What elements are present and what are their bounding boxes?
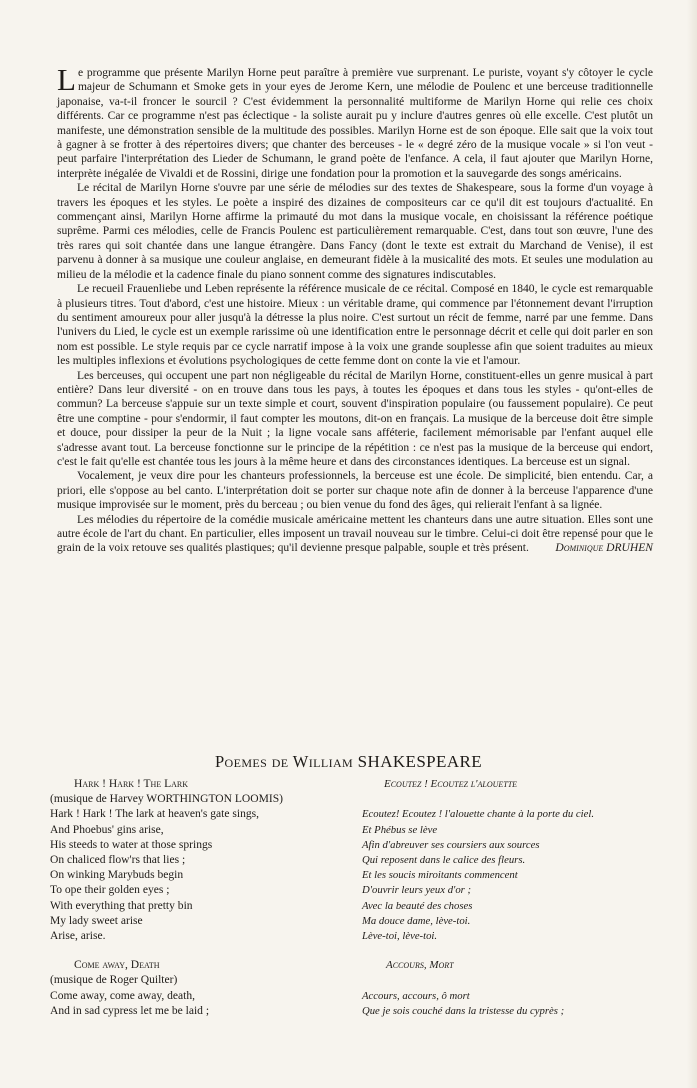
poem-title: Come away, Death (74, 959, 160, 972)
translation-gap (362, 792, 662, 807)
translation-line: Et Phébus se lève (362, 823, 438, 836)
essay-text (57, 62, 653, 556)
poem-line: And Phoebus' gins arise, (50, 823, 164, 836)
translation-line: Ma douce dame, lève-toi. (362, 914, 471, 927)
essay-paragraph: Le recueil Frauenliebe und Leben représente la référence musicale de ce récital. Composé en 1840, le cycle est remarquable à plusieurs titres. Tout d'abord, c'est une histoire. Mieux : un véritable drame, qui commence par l'étonnement devant l'irruption du sentiment amoureux pour aller jusqu'à la détresse la plus noire. C'est surtout un récit de femme, narré par une femme. Dans l'univers du Lied, le cycle est un exemple rarissime où une identification entre le personnage décrit et celle qui doit parler en son nom est possible. Le style requis par ce cycle narratif impose à la voix une grande souplesse afin que soient traduites au mieux les multiples inflexions et évolutions psychologiques de cette femme dont on conte la vie et l'amour. (57, 283, 653, 368)
translation-title: Accours, Mort (386, 959, 454, 972)
section-title-big: SHAKESPEARE (357, 752, 483, 771)
poem-line: To ope their golden eyes ; (50, 884, 170, 897)
translation-line: Accours, accours, ô mort (362, 989, 470, 1002)
essay-paragraph: Les berceuses, qui occupent une part non négligeable du récital de Marilyn Horne, constituent-elles un genre musical à part entière? Dans leur diversité - on en trouve dans tous les pays, à toutes les époques et dans tous les styles - qu'ont-elles de commun? La berceuse s'appuie sur un texte simple et court, souvent d'inspiration populaire (ou faussement populaire). Ce peut être une comptine - pour s'endormir, il faut compter les moutons, dit-on en français. La musique de la berceuse doit être simple et douce, pour dissiper la peur de la Nuit ; la ligne vocale sans afféterie, facilement mémorisable par l'enfant auquel elle s'adresse avant tout. La berceuse fonctionne sur le principe de la répétition : ce n'est pas la musique de la berceuse qui endort, c'est le fait qu'elle est chantée tous les jours à la même heure et dans des circonstances identiques. La berceuse est un signal. (57, 369, 653, 468)
essay-paragraph: Le programme que présente Marilyn Horne peut paraître à première vue surprenant. Le puriste, voyant s'y côtoyer le cycle majeur de Schumann et Smoke gets in your eyes de Jerome Kern, une mélodie de Poulenc et une berceuse traditionnelle japonaise, va-t-il froncer le sourcil ? C'est évidemment la personnalité multiforme de Marilyn Horne qui relie ces choix différents. Car ce programme n'est pas éclectique - la soliste aurait pu y inclure d'autres genres où elle excelle. C'est plutôt un manifeste, une démonstration sensible de la multitude des possibles. Marilyn Horne est de son époque. Elle sait que la voix tout à gagner à se frotter à des répertoires divers; que chanter des berceuses - le « degré zéro de la musique vocale » si l'on veut - peut parfaire l'interprétation des Lieder de Schumann, le grand poète de l'enfance. A cela, il faut ajouter que Marilyn Horne, interprète inégalée de Vivaldi et de Rossini, dirige une fondation pour la promotion et la sauvegarde des songs américains. (57, 62, 653, 180)
translation-line: Avec la beauté des choses (362, 899, 473, 912)
section-title-small: Poemes de William (214, 752, 354, 771)
translation-gap (362, 973, 662, 988)
poem-title: Hark ! Hark ! The Lark (74, 778, 189, 790)
poem-line: Arise, arise. (50, 930, 106, 943)
poem-composer: (musique de Roger Quilter) (50, 974, 178, 987)
translation-line: Que je sois couché dans la tristesse du cyprès ; (362, 1004, 565, 1017)
translation-line: Ecoutez! Ecoutez ! l'alouette chante à la porte du ciel. (362, 808, 594, 821)
essay-paragraph: Le récital de Marilyn Horne s'ouvre par une série de mélodies sur des textes de Shakespeare, sous la forme d'un voyage à travers les époques et les styles. Le poète a inspiré des dizaines de compositeurs car ce qu'il dit est toujours d'actualité. En commençant ainsi, Marilyn Horne affirme la primauté du mot dans la musique vocale, en choisissant la référence poétique suprême. Parmi ces mélodies, celle de Francis Poulenc est particulièrement remarquable. C'est, dans tout son œuvre, l'une des très rares qui soit chantée dans une langue étrangère. Dans Fancy (dont le texte est extrait du Marchand de Venise), il est parvenu à donner à sa musique une couleur anglaise, en demeurant fidèle à la musicalité des mots. Et seules une modulation au milieu de la mélodie et la cadence finale du piano sonnent comme des signatures indiscutables. (57, 182, 653, 281)
essay-paragraph: Les mélodies du répertoire de la comédie musicale américaine mettent les chanteurs dans une autre situation. Elles sont une autre école de l'art du chant. En particulier, elles imposent un travail nouveau sur le timbre. Celui-ci doit être repensé pour que le grain de la voix retouve ses qualités plastiques; qu'il devienne presque palpable, souple et très présent. (57, 513, 653, 555)
poem-line: His steeds to water at those springs (50, 838, 213, 851)
poem-line: My lady sweet arise (50, 914, 143, 927)
translation-title: Ecoutez ! Ecoutez l'alouette (384, 778, 518, 790)
poem-line: Come away, come away, death, (50, 989, 196, 1002)
poem-line: Hark ! Hark ! The lark at heaven's gate sings, (50, 808, 259, 821)
page-edge (687, 0, 697, 1088)
poem-line: On chaliced flow'rs that lies ; (50, 854, 186, 867)
poem-line: On winking Marybuds begin (50, 869, 184, 882)
stanza-gap (50, 944, 350, 958)
poem-line: And in sad cypress let me be laid ; (50, 1004, 210, 1017)
poem-line: With everything that pretty bin (50, 899, 193, 912)
drop-cap: L (57, 62, 76, 97)
stanza-gap (362, 944, 662, 958)
translation-line: Afin d'abreuver ses coursiers aux sources (362, 838, 540, 851)
watermark (0, 610, 16, 680)
poem-composer: (musique de Harvey WORTHINGTON LOOMIS) (50, 793, 283, 806)
section-title (0, 752, 697, 772)
translation-line: Lève-toi, lève-toi. (362, 930, 438, 943)
english-poems (50, 777, 350, 1019)
author-signature: Dominique DRUHEN (555, 542, 653, 555)
translation-line: D'ouvrir leurs yeux d'or ; (362, 884, 472, 897)
french-translations (362, 777, 662, 1019)
translation-line: Et les soucis miroitants commencent (362, 869, 518, 882)
essay-paragraph: Vocalement, je veux dire pour les chanteurs professionnels, la berceuse est une école. De simplicité, bien entendu. Car, a priori, elle s'oppose au bel canto. L'interprétation doit se porter sur chaque note afin de donner à la berceuse l'apparence d'une musique improvisée sur le moment, près du berceau ; ou bien venue du fond des âges, qui relierait l'enfant à sa lignée. (57, 470, 653, 512)
translation-line: Qui reposent dans le calice des fleurs. (362, 854, 526, 867)
